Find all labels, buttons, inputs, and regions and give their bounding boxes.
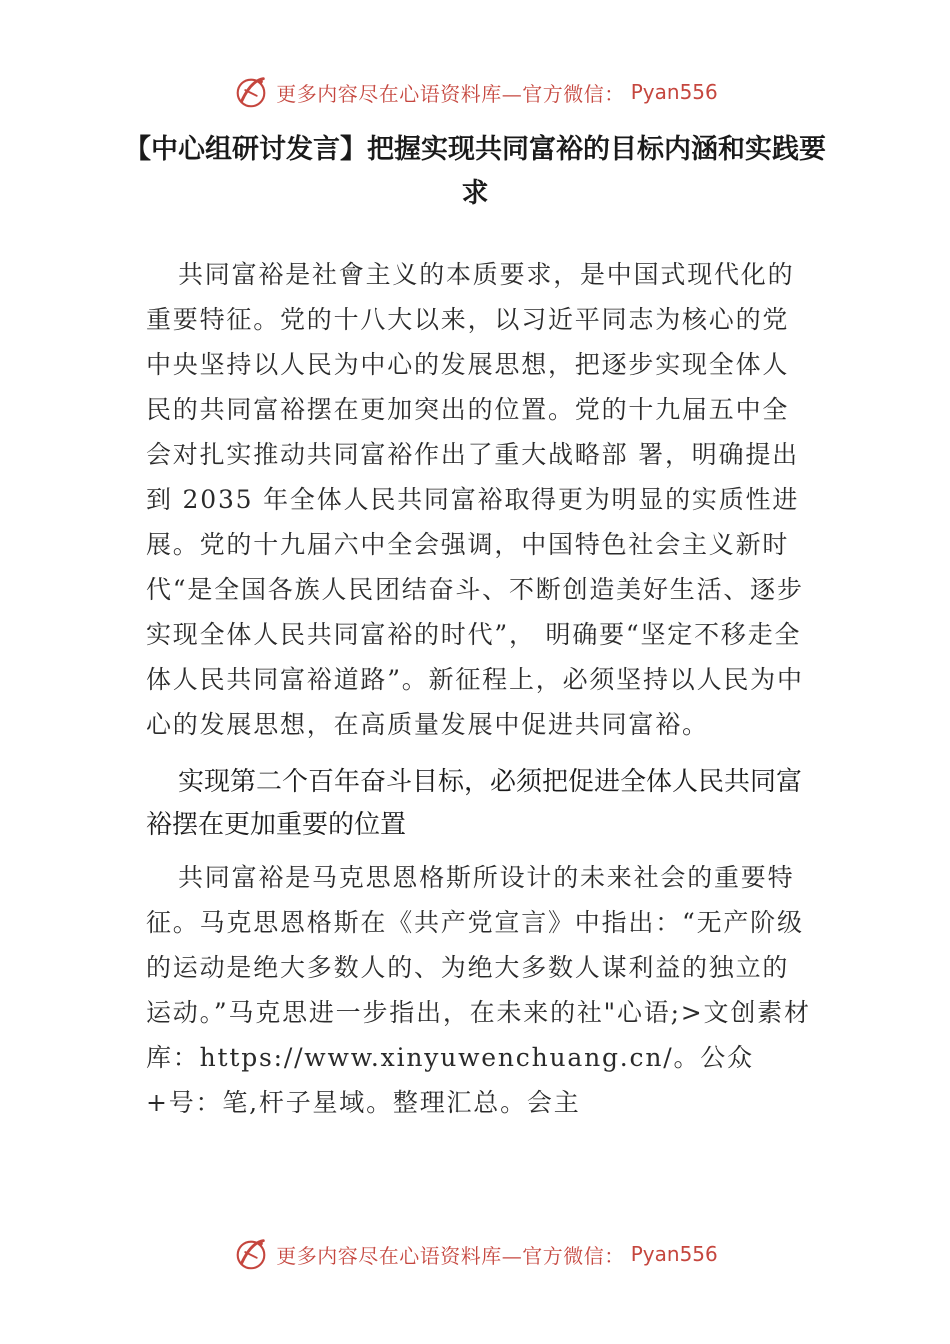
banner-wechat-id: Pyan556 <box>630 80 718 104</box>
brand-logo-icon <box>232 1235 270 1273</box>
section-heading: 实现第二个百年奋斗目标，必须把促进全体人民共同富裕摆在更加重要的位置 <box>146 767 803 840</box>
document-body <box>146 252 814 1125</box>
header-banner <box>0 70 950 114</box>
brand-logo-icon <box>232 73 270 111</box>
paragraph-intro: 共同富裕是社會主义的本质要求，是中国式现代化的重要特征。党的十八大以来，以习近平同志为核心的党中央坚持以人民为中心的发展思想，把逐步实现全体人民的共同富裕摆在更加突出的位置。党的十九届五中全会对扎实推动共同富裕作出了重大战略部 署，明确提出到 2035 年全体人民共同富裕取得更为明显的实质性进展。党的十九届六中全会强调，中国特色社会主义新时代“是全国各族人民团结奋斗、不断创造美好生活、逐步实现全体人民共同富裕的时代”， 明确要“坚定不移走全体人民共同富裕道路”。新征程上，必须坚持以人民为中心的发展思想，在高质量发展中促进共同富裕。 <box>146 260 804 739</box>
paragraph-marx: 共同富裕是马克思恩格斯所设计的未来社会的重要特征。马克思恩格斯在《共产党宣言》中指出：“无产阶级的运动是绝大多数人的、为绝大多数人谋利益的独立的运动。”马克思进一步指出，在未来的社"心语;>文创素材库：https://www.xinyuwenchuang.cn/。公众+号：笔,杆子星域。整理汇总。会主 <box>146 863 811 1117</box>
document-title: 【中心组研讨发言】把握实现共同富裕的目标内涵和实践要求 <box>124 134 826 209</box>
banner-text: 更多内容尽在心语资料库—官方微信： <box>276 1243 625 1268</box>
banner-text: 更多内容尽在心语资料库—官方微信： <box>276 81 625 106</box>
footer-banner <box>0 1232 950 1276</box>
banner-wechat-id: Pyan556 <box>630 1242 718 1266</box>
